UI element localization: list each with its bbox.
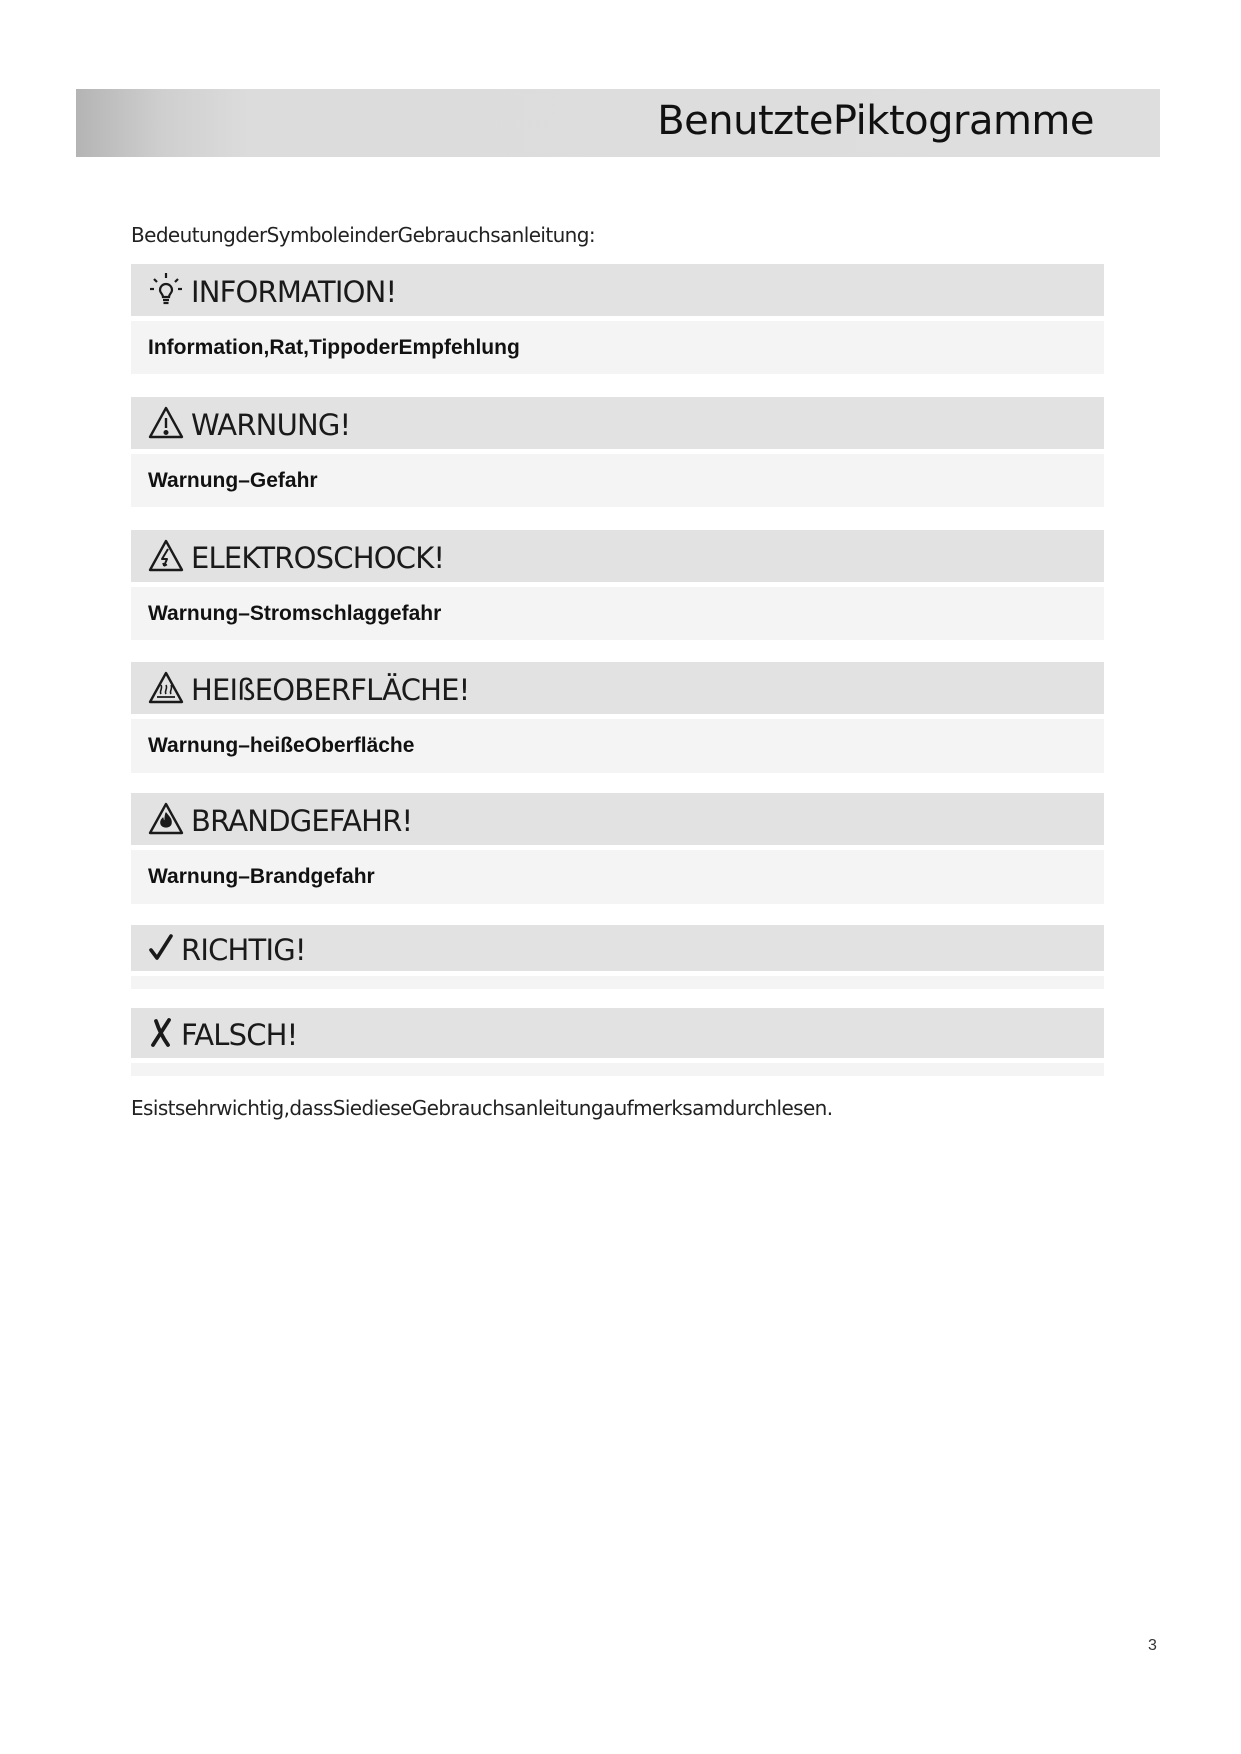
header-bar — [76, 89, 1160, 157]
block-description-bar — [131, 1063, 1104, 1076]
block-description-bar — [131, 850, 1104, 904]
pictogram-block-warnung — [131, 397, 1104, 507]
cross-icon — [147, 1014, 175, 1052]
block-heading-bar — [131, 662, 1104, 714]
block-description: Warnung–Brandgefahr — [148, 865, 375, 888]
block-heading: ELEKTROSCHOCK! — [191, 541, 445, 575]
closing-text: Esistsehrwichtig,dassSiedieseGebrauchsanleitungaufmerksamdurchlesen. — [131, 1096, 833, 1120]
block-description: Warnung–heißeOberfläche — [148, 734, 415, 757]
pictogram-block-richtig — [131, 925, 1104, 989]
block-description-bar — [131, 321, 1104, 374]
pictogram-block-heisse-oberflaeche — [131, 662, 1104, 773]
block-description-bar — [131, 976, 1104, 989]
block-description: Warnung–Gefahr — [148, 468, 318, 492]
block-heading: RICHTIG! — [181, 933, 306, 967]
block-heading-bar — [131, 530, 1104, 582]
block-heading-bar — [131, 793, 1104, 845]
electric-shock-icon — [147, 537, 185, 575]
pictogram-block-brandgefahr — [131, 793, 1104, 904]
block-heading-bar — [131, 397, 1104, 449]
block-heading-bar — [131, 925, 1104, 971]
hot-surface-icon — [147, 669, 185, 707]
block-heading: INFORMATION! — [191, 275, 397, 309]
checkmark-icon — [147, 929, 175, 967]
block-heading-bar — [131, 1008, 1104, 1058]
block-heading: HEIßEOBERFLÄCHE! — [191, 673, 470, 707]
pictogram-block-falsch — [131, 1008, 1104, 1076]
lightbulb-icon — [147, 271, 185, 309]
block-heading: WARNUNG! — [191, 408, 351, 442]
block-description-bar — [131, 719, 1104, 773]
block-heading-bar — [131, 264, 1104, 316]
block-description-bar — [131, 454, 1104, 507]
pictogram-block-information — [131, 264, 1104, 374]
intro-text: BedeutungderSymboleinderGebrauchsanleitung: — [131, 223, 595, 247]
block-heading: BRANDGEFAHR! — [191, 804, 413, 838]
block-description-bar — [131, 587, 1104, 640]
page-number: 3 — [1148, 1637, 1157, 1654]
block-description: Information,Rat,TippoderEmpfehlung — [148, 335, 520, 359]
block-description: Warnung–Stromschlaggefahr — [148, 601, 442, 625]
pictogram-block-elektroschock — [131, 530, 1104, 640]
fire-hazard-icon — [147, 800, 185, 838]
block-heading: FALSCH! — [181, 1018, 298, 1052]
warning-triangle-icon — [147, 404, 185, 442]
page-title: BenutztePiktogramme — [657, 98, 1094, 144]
